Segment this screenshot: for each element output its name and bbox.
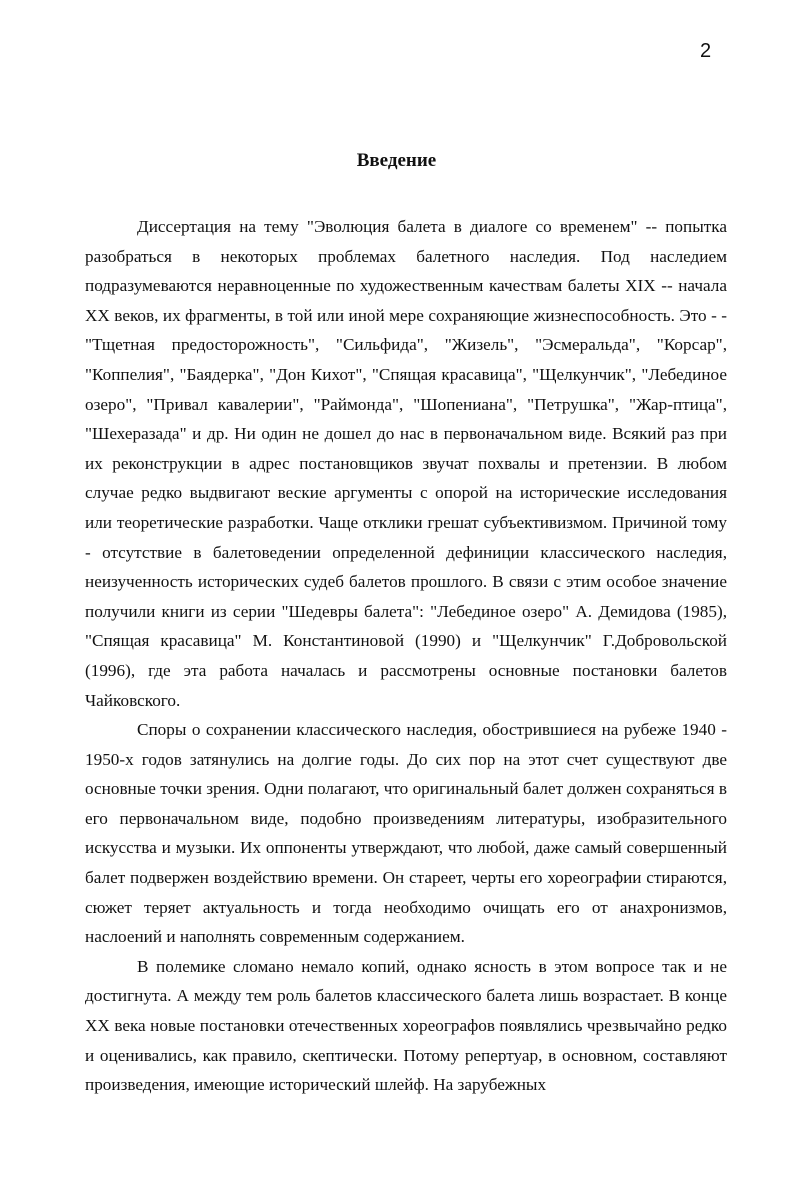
paragraph-3: В полемике сломано немало копий, однако ясность в этом вопросе так и не достигнута. А между тем роль балетов классического балета лишь возрастает. В конце XX века новые постановки отечественных хореографов появлялись чрезвычайно редко и оценивались, как правило, скептически. Потому репертуар, в основном, составляют произведения, имеющие исторический шлейф. На зарубежных xyxy=(85,956,727,1095)
paragraph-2: Споры о сохранении классического наследия, обострившиеся на рубеже 1940 - 1950-х годов затянулись на долгие годы. До сих пор на этот счет существуют две основные точки зрения. Одни полагают, что оригинальный балет должен сохраняться в его первоначальном виде, подобно произведениям литературы, изобразительного искусства и музыки. Их оппоненты утверждают, что любой, даже самый совершенный балет подвержен воздействию времени. Он стареет, черты его хореографии стираются, сюжет теряет актуальность и тогда необходимо очищать его от анахронизмов, наслоений и наполнять современным содержанием. xyxy=(85,720,727,947)
page-title: Введение xyxy=(356,150,437,171)
paragraph-1: Диссертация на тему "Эволюция балета в диалоге со временем" -- попытка разобраться в некоторых проблемах балетного наследия. Под наследием подразумеваются неравноценные по художественным качествам балеты XIX -- начала XX веков, их фрагменты, в той или иной мере сохраняющие жизнеспособность. Это - - "Тщетная предосторожность", "Сильфида", "Жизель", "Эсмеральда", "Корсар", "Коппелия", "Баядерка", "Дон Кихот", "Спящая красавица", "Щелкунчик", "Лебединое озеро", "Привал кавалерии", "Раймонда", "Шопениана", "Петрушка", "Жар-птица", "Шехеразада" и др. Ни один не дошел до нас в первоначальном виде. Всякий раз при их реконструкции в адрес постановщиков звучат похвалы и претензии. В любом случае редко выдвигают веские аргументы с опорой на исторические исследования или теоретические разработки. Чаще отклики грешат субъективизмом. Причиной тому - отсутствие в балетоведении определенной дефиниции классического наследия, неизученность исторических судеб балетов прошлого. В связи с этим особое значение получили книги из серии "Шедевры балета": "Лебединое озеро" А. Демидова (1985), "Спящая красавица" М. Константиновой (1990) и "Щелкунчик" Г.Добровольской (1996), где эта работа началась и рассмотрены основные постановки балетов Чайковского. xyxy=(85,217,727,710)
page-number: 2 xyxy=(700,40,712,62)
document-body xyxy=(85,212,727,1100)
